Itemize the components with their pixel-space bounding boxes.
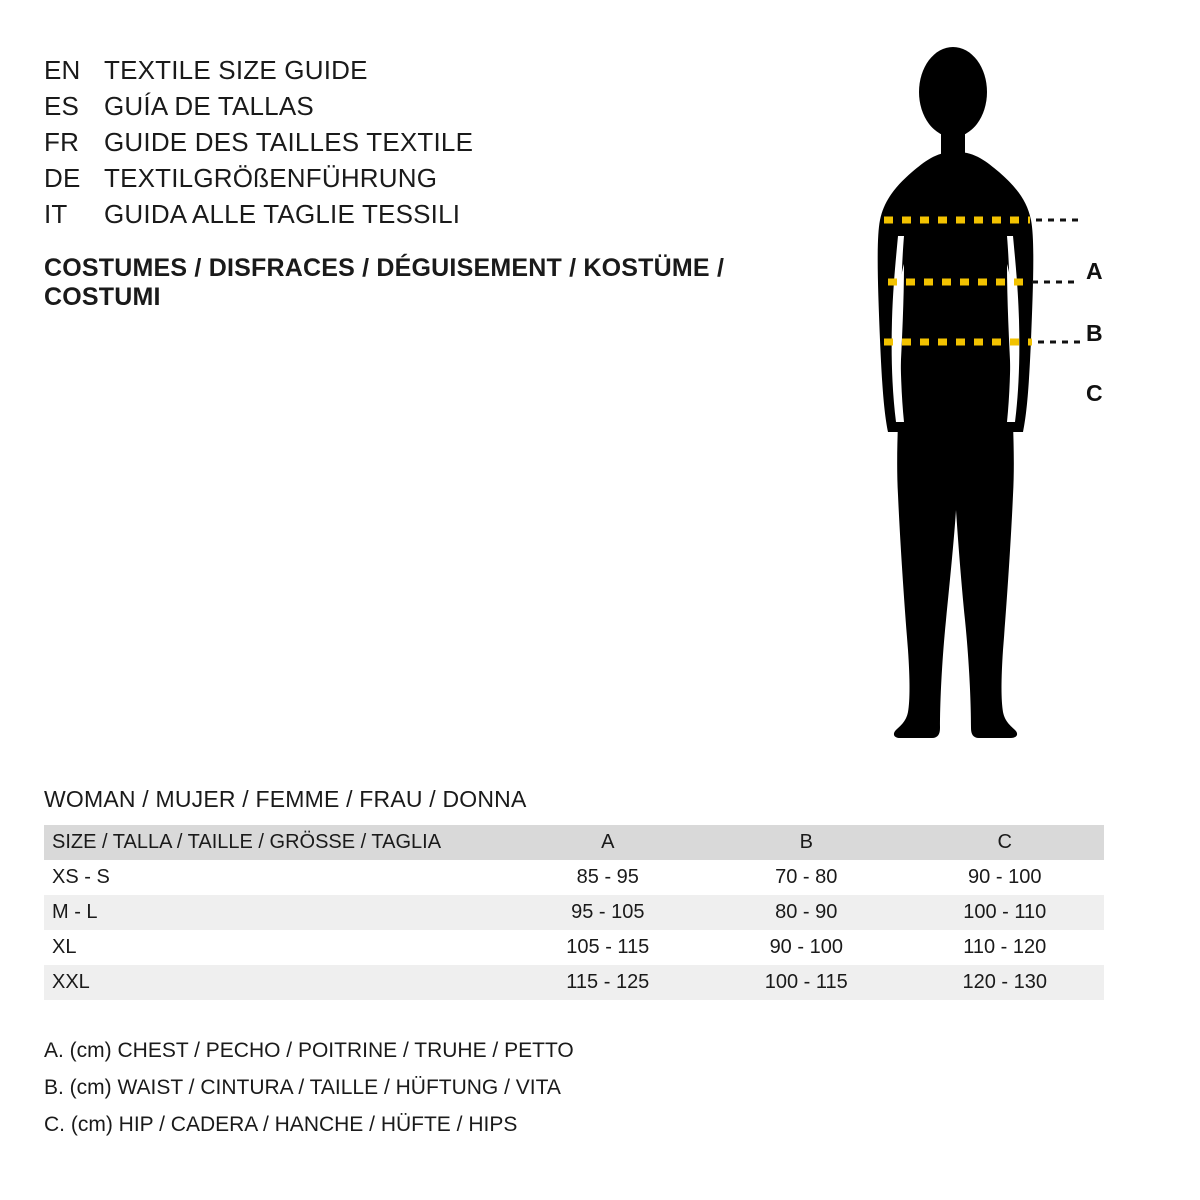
measure-label-a: A	[1086, 258, 1103, 284]
cell-b: 80 - 90	[775, 901, 838, 923]
cell-a: 105 - 115	[566, 936, 650, 958]
size-table-section	[44, 786, 1104, 1000]
column-header-a: A	[601, 831, 615, 853]
woman-silhouette-icon	[840, 40, 1170, 740]
cell-b: 70 - 80	[775, 866, 838, 888]
language-title: GUÍA DE TALLAS	[104, 91, 314, 121]
cell-a: 115 - 125	[566, 971, 650, 993]
table-caption: WOMAN / MUJER / FEMME / FRAU / DONNA	[44, 786, 527, 812]
cell-size: XL	[52, 936, 77, 958]
language-code: IT	[44, 199, 68, 229]
cell-a: 95 - 105	[571, 901, 645, 923]
table-body	[44, 860, 1104, 1000]
language-code: FR	[44, 127, 80, 157]
language-row	[44, 52, 844, 88]
cell-b: 100 - 115	[764, 971, 848, 993]
table-row	[44, 965, 1104, 1000]
table-row	[44, 860, 1104, 895]
language-title: GUIDE DES TAILLES TEXTILE	[104, 127, 474, 157]
language-row	[44, 196, 844, 232]
language-title: TEXTILE SIZE GUIDE	[104, 55, 368, 85]
language-row	[44, 88, 844, 124]
measure-label-c: C	[1086, 380, 1103, 406]
legend-line-a: A. (cm) CHEST / PECHO / POITRINE / TRUHE / PETTO	[44, 1039, 574, 1062]
cell-b: 90 - 100	[769, 936, 843, 958]
cell-c: 90 - 100	[968, 866, 1042, 888]
table-header-row	[44, 825, 1104, 860]
measurement-figure	[840, 40, 1170, 740]
language-code: DE	[44, 163, 81, 193]
cell-c: 110 - 120	[963, 936, 1047, 958]
table-header	[44, 825, 1104, 860]
cell-a: 85 - 95	[576, 866, 639, 888]
cell-c: 100 - 110	[963, 901, 1047, 923]
language-title: TEXTILGRÖßENFÜHRUNG	[104, 163, 438, 193]
column-header-c: C	[997, 831, 1012, 853]
cell-size: M - L	[52, 901, 98, 923]
table-row	[44, 895, 1104, 930]
measure-label-b: B	[1086, 320, 1103, 346]
legend-line-b: B. (cm) WAIST / CINTURA / TAILLE / HÜFTUNG / VITA	[44, 1076, 561, 1099]
measurement-legend	[44, 1032, 574, 1143]
language-code: ES	[44, 91, 80, 121]
cell-size: XXL	[52, 971, 90, 993]
table-row	[44, 930, 1104, 965]
legend-line-c: C. (cm) HIP / CADERA / HANCHE / HÜFTE / HIPS	[44, 1113, 518, 1136]
language-header	[44, 52, 844, 312]
column-header-b: B	[799, 831, 813, 853]
size-table	[44, 825, 1104, 1000]
language-title: GUIDA ALLE TAGLIE TESSILI	[104, 199, 461, 229]
language-row	[44, 160, 844, 196]
cell-c: 120 - 130	[962, 971, 1047, 993]
language-code: EN	[44, 55, 81, 85]
cell-size: XS - S	[52, 866, 110, 888]
language-row	[44, 124, 844, 160]
costumes-subtitle: COSTUMES / DISFRACES / DÉGUISEMENT / KOSTÜME / COSTUMI	[44, 254, 725, 311]
column-header-size: SIZE / TALLA / TAILLE / GRÖSSE / TAGLIA	[52, 831, 442, 853]
